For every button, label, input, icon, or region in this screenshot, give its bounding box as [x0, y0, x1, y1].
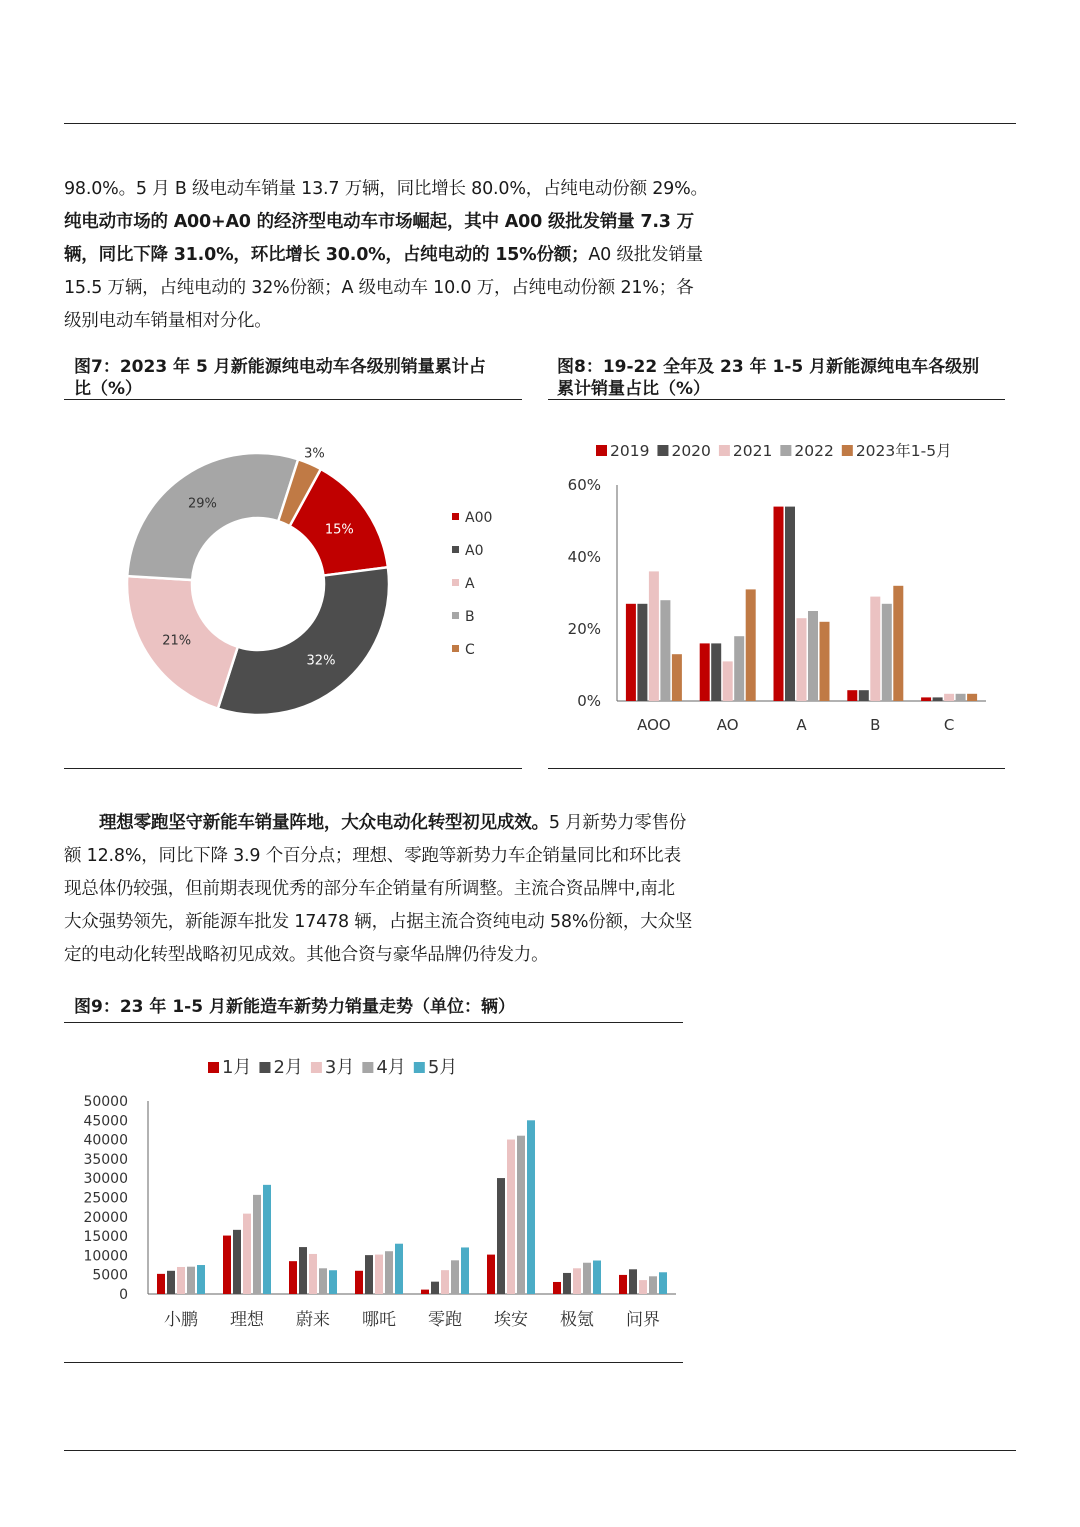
paragraph-1-line-5: 级别电动车销量相对分化。 [64, 311, 272, 331]
legend-label-0: 2019 [610, 442, 650, 460]
bar-C-2020 [933, 697, 943, 701]
legend-label-a0: A0 [465, 543, 484, 559]
bar-AO-2023年1-5月 [746, 589, 756, 701]
fig8-title-line-1: 图8：19-22 全年及 23 年 1-5 月新能源纯电车各级别 [557, 357, 980, 377]
paragraph-1-line-2: 纯电动市场的 A00+A0 的经济型电动车市场崛起，其中 A00 级批发销量 7.3 万 [64, 212, 694, 232]
bar-哪吒-3月 [375, 1255, 383, 1294]
bar-极氪-2月 [563, 1273, 571, 1294]
paragraph-2-line-4: 大众强势领先，新能源车批发 17478 辆，占据主流合资纯电动 58%份额，大众坚 [64, 912, 693, 932]
bar-理想-3月 [243, 1214, 251, 1294]
y-tick-label: 50000 [83, 1094, 128, 1110]
bar-蔚来-1月 [289, 1261, 297, 1294]
legend-label-a: A [465, 576, 475, 592]
paragraph-2-line-2: 额 12.8%，同比下降 3.9 个百分点；理想、零跑等新势力车企销量同比和环比表 [64, 846, 681, 866]
bar-C-2021 [944, 694, 954, 701]
donut-data-label: 3% [304, 446, 325, 462]
bar-哪吒-4月 [385, 1251, 393, 1294]
bar-B-2023年1-5月 [893, 586, 903, 701]
y-tick-label: 10000 [83, 1248, 128, 1265]
bar-B-2020 [859, 690, 869, 701]
fig9-bottom-rule [64, 1362, 683, 1363]
fig7-title-line-1: 图7：2023 年 5 月新能源纯电动车各级别销量累计占 [74, 357, 486, 377]
bar-哪吒-5月 [395, 1244, 403, 1294]
bar-零跑-3月 [441, 1270, 449, 1294]
legend-swatch-0 [208, 1062, 219, 1073]
bar-问界-4月 [649, 1276, 657, 1294]
bar-B-2021 [870, 597, 880, 701]
donut-data-label: 32% [306, 653, 336, 669]
paragraph-2-line-5: 定的电动化转型战略初见成效。其他合资与豪华品牌仍待发力。 [64, 945, 549, 965]
top-rule [64, 123, 1016, 124]
paragraph-2-line-1-bold: 理想零跑坚守新能车销量阵地，大众电动化转型初见成效。 [99, 813, 549, 833]
bar-极氪-3月 [573, 1268, 581, 1294]
y-tick-label: 35000 [83, 1151, 128, 1168]
x-category-label: 极氪 [560, 1310, 594, 1330]
paragraph-2-line-1-rest: 5 月新势力零售份 [548, 813, 687, 833]
bar-极氪-5月 [593, 1261, 601, 1294]
bar-理想-4月 [253, 1195, 261, 1294]
paragraph-1-line-3-bold: 辆，同比下降 31.0%，环比增长 30.0%，占纯电动的 15%份额； [64, 245, 589, 265]
fig9-title-rule [64, 1022, 683, 1023]
legend-swatch-0 [596, 445, 607, 456]
legend-swatch-3 [780, 445, 791, 456]
fig8-title [557, 356, 1012, 400]
bar-C-2019 [921, 697, 931, 701]
bar-A-2021 [797, 618, 807, 701]
x-category-label: 零跑 [428, 1310, 462, 1330]
bar-蔚来-4月 [319, 1268, 327, 1294]
bar-C-2022 [956, 694, 966, 701]
x-category-label: AO [716, 716, 739, 734]
donut-data-label: 21% [162, 633, 192, 649]
bar-小鹏-2月 [167, 1271, 175, 1294]
bar-极氪-4月 [583, 1263, 591, 1294]
bar-埃安-1月 [487, 1255, 495, 1294]
y-tick-label: 30000 [83, 1171, 128, 1188]
x-category-label: AOO [637, 716, 671, 734]
bottom-rule [64, 1450, 1016, 1451]
legend-swatch-4 [842, 445, 853, 456]
bar-问界-1月 [619, 1275, 627, 1294]
y-tick-label: 40000 [83, 1132, 128, 1149]
bar-理想-2月 [233, 1230, 241, 1294]
bar-AOO-2020 [637, 604, 647, 701]
legend-label-3: 4月 [376, 1057, 406, 1078]
legend-swatch-2 [311, 1062, 322, 1073]
bar-埃安-4月 [517, 1136, 525, 1294]
bar-哪吒-1月 [355, 1271, 363, 1294]
y-tick-label: 0% [577, 692, 601, 710]
bar-问界-3月 [639, 1280, 647, 1294]
bar-蔚来-2月 [299, 1247, 307, 1294]
bar-AO-2022 [734, 636, 744, 701]
donut-slice-a0 [218, 567, 389, 715]
bar-AOO-2019 [626, 604, 636, 701]
fig7-title-rule [64, 399, 522, 400]
paragraph-1-line-4: 15.5 万辆，占纯电动的 32%份额；A 级电动车 10.0 万，占纯电动份额 21%；各 [64, 278, 694, 298]
legend-label-4: 2023年1-5月 [855, 442, 952, 460]
new-forces-sales-bar-chart [64, 1030, 683, 1355]
bar-零跑-5月 [461, 1247, 469, 1294]
x-category-label: 蔚来 [296, 1310, 330, 1330]
x-category-label: A [796, 716, 807, 734]
fig9-title: 图9：23 年 1-5 月新能造车新势力销量走势（单位：辆） [74, 997, 515, 1017]
paragraph-1-line-1: 98.0%。5 月 B 级电动车销量 13.7 万辆，同比增长 80.0%，占纯电动份额 29%。 [64, 179, 708, 199]
legend-swatch-b [452, 612, 459, 619]
bar-零跑-4月 [451, 1260, 459, 1294]
paragraph-2-line-3: 现总体仍较强，但前期表现优秀的部分车企销量有所调整。主流合资品牌中,南北 [64, 879, 675, 899]
bar-A-2020 [785, 507, 795, 701]
fig7-title-line-2: 比（%） [74, 379, 143, 399]
legend-label-c: C [465, 642, 475, 658]
legend-label-3: 2022 [794, 442, 834, 460]
bar-理想-5月 [263, 1185, 271, 1294]
legend-swatch-3 [362, 1062, 373, 1073]
bar-A-2019 [774, 507, 784, 701]
legend-label-b: B [465, 609, 475, 625]
bar-小鹏-4月 [187, 1267, 195, 1294]
y-tick-label: 60% [567, 476, 601, 494]
bar-小鹏-3月 [177, 1267, 185, 1294]
legend-swatch-a0 [452, 546, 459, 553]
bar-A-2022 [808, 611, 818, 701]
legend-label-a00: A00 [465, 510, 493, 526]
bar-问界-2月 [629, 1269, 637, 1294]
bar-哪吒-2月 [365, 1255, 373, 1294]
bar-零跑-1月 [421, 1290, 429, 1294]
y-tick-label: 20% [567, 620, 601, 638]
x-category-label: B [870, 716, 881, 734]
y-tick-label: 5000 [92, 1267, 128, 1284]
legend-swatch-4 [414, 1062, 425, 1073]
x-category-label: 问界 [626, 1310, 660, 1330]
bar-问界-5月 [659, 1272, 667, 1294]
bar-AO-2019 [700, 643, 710, 701]
bar-理想-1月 [223, 1236, 231, 1294]
fig7-bottom-rule [64, 768, 522, 769]
fig8-title-rule [548, 399, 1005, 400]
x-category-label: 哪吒 [362, 1310, 396, 1330]
bar-AOO-2023年1-5月 [672, 654, 682, 701]
legend-label-1: 2020 [671, 442, 711, 460]
bar-蔚来-3月 [309, 1254, 317, 1294]
legend-swatch-a00 [452, 513, 459, 520]
bar-零跑-2月 [431, 1282, 439, 1294]
donut-slice-b [127, 453, 298, 580]
legend-swatch-c [452, 645, 459, 652]
bar-B-2019 [847, 690, 857, 701]
donut-data-label: 15% [324, 522, 354, 538]
fig8-bottom-rule [548, 768, 1005, 769]
bar-埃安-5月 [527, 1120, 535, 1294]
bar-极氪-1月 [553, 1282, 561, 1294]
bar-埃安-3月 [507, 1140, 515, 1294]
legend-label-2: 2021 [732, 442, 773, 460]
legend-swatch-1 [259, 1062, 270, 1073]
bar-小鹏-5月 [197, 1265, 205, 1294]
legend-label-0: 1月 [222, 1057, 252, 1078]
y-tick-label: 15000 [83, 1229, 128, 1246]
legend-swatch-1 [657, 445, 668, 456]
bar-埃安-2月 [497, 1178, 505, 1294]
bar-AO-2021 [723, 661, 733, 701]
x-category-label: 埃安 [494, 1310, 528, 1330]
bar-A-2023年1-5月 [820, 622, 830, 701]
x-category-label: 理想 [230, 1310, 264, 1330]
legend-label-1: 2月 [273, 1057, 303, 1078]
bar-C-2023年1-5月 [967, 694, 977, 701]
y-tick-label: 25000 [83, 1190, 128, 1207]
legend-label-2: 3月 [324, 1057, 355, 1078]
y-tick-label: 40% [567, 548, 601, 566]
paragraph-1-line-3-rest: A0 级批发销量 [588, 245, 703, 265]
bar-小鹏-1月 [157, 1274, 165, 1294]
bar-AOO-2021 [649, 571, 659, 701]
y-tick-label: 45000 [83, 1113, 128, 1130]
bar-蔚来-5月 [329, 1270, 337, 1294]
bar-AO-2020 [711, 643, 721, 701]
legend-swatch-2 [719, 445, 730, 456]
donut-chart [64, 405, 524, 760]
legend-swatch-a [452, 579, 459, 586]
bar-AOO-2022 [660, 600, 670, 701]
y-tick-label: 0 [119, 1287, 128, 1303]
paragraph-2 [64, 807, 714, 972]
paragraph-1 [64, 173, 714, 338]
y-tick-label: 20000 [83, 1209, 128, 1226]
fig8-title-line-2: 累计销量占比（%） [557, 379, 711, 399]
legend-label-4: 5月 [427, 1057, 458, 1078]
bar-B-2022 [882, 604, 892, 701]
x-category-label: 小鹏 [164, 1310, 198, 1330]
level-share-bar-chart [548, 405, 1008, 760]
donut-data-label: 29% [187, 496, 217, 512]
fig7-title [74, 356, 524, 400]
x-category-label: C [943, 716, 955, 734]
